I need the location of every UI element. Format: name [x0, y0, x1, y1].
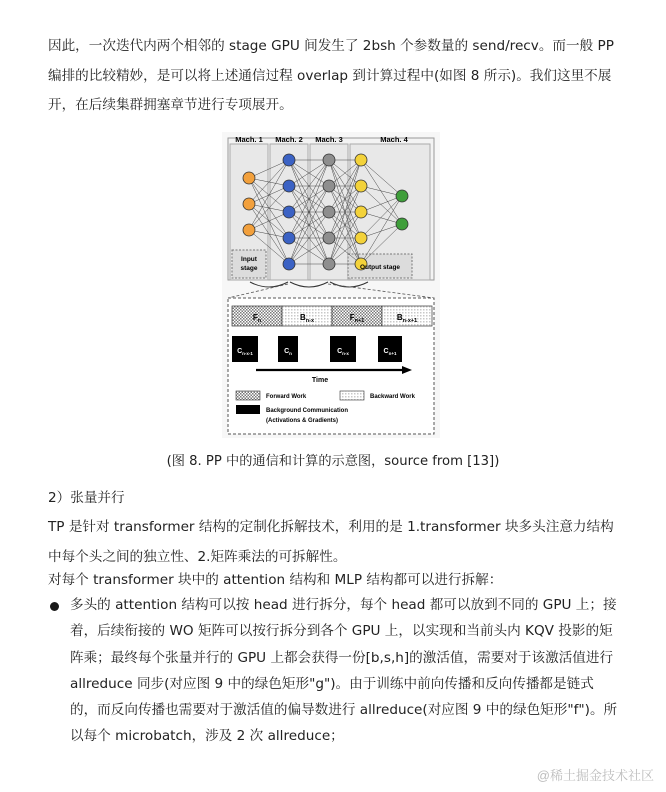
work-block-fn-sub: n — [257, 318, 262, 324]
work-block-bnx-sub: n-x — [305, 318, 315, 324]
legend-forward-label: Forward Work — [266, 394, 307, 400]
work-block-fn1-sub: n+1 — [354, 318, 365, 324]
comm-block-1-sub: n-x-1 — [242, 351, 253, 356]
input-stage-label-2: stage — [240, 265, 258, 272]
comm-block-1-label: C — [237, 348, 243, 355]
input-stage-label-1: Input — [241, 256, 257, 263]
network-node-l2-1 — [283, 154, 295, 166]
machine-label-3: Mach. 3 — [315, 135, 343, 144]
network-node-l4-3 — [355, 206, 367, 218]
comm-block-3-sub: n-x — [342, 351, 349, 356]
work-block-fn-label: F — [252, 313, 258, 322]
time-label: Time — [311, 377, 329, 384]
output-stage-label: Output stage — [359, 264, 401, 271]
bullet-dot-icon — [50, 602, 59, 611]
pp-diagram — [222, 132, 440, 438]
legend-comm-label-2: (Activations & Gradients) — [266, 418, 339, 424]
figure-caption: (图 8. PP 中的通信和计算的示意图，source from [13]) — [166, 454, 500, 469]
input-stage-box — [232, 250, 266, 278]
network-node-l3-3 — [323, 206, 335, 218]
network-node-l2-2 — [283, 180, 295, 192]
network-node-l2-4 — [283, 232, 295, 244]
work-block-bnx1-sub: n-x+1 — [402, 318, 418, 324]
network-node-l4-1 — [355, 154, 367, 166]
legend-backward-swatch — [340, 391, 364, 400]
network-node-l3-2 — [323, 180, 335, 192]
network-node-l2-5 — [283, 258, 295, 270]
network-node-l1-1 — [243, 172, 255, 184]
comm-block-4-sub: n+1 — [388, 351, 397, 356]
tp-definition-paragraph: TP 是针对 transformer 结构的定制化拆解技术，利用的是 1.transformer 块多头注意力结构中每个头之间的独立性、2.矩阵乘法的可拆解性。 — [48, 519, 614, 565]
network-node-l4-2 — [355, 180, 367, 192]
work-block-bnx-label: B — [299, 313, 306, 322]
comm-block-1 — [232, 336, 258, 362]
network-node-l5-2 — [396, 218, 408, 230]
comm-block-2-label: C — [284, 348, 290, 355]
legend-backward-label: Backward Work — [370, 394, 415, 400]
legend-comm-label-1: Background Communication — [266, 408, 349, 414]
comm-block-3-label: C — [337, 348, 343, 355]
network-node-l1-2 — [243, 198, 255, 210]
machine-label-2: Mach. 2 — [275, 135, 303, 144]
comm-block-4 — [378, 336, 402, 362]
comm-block-4-label: C — [383, 348, 389, 355]
intro-paragraph: 因此，一次迭代内两个相邻的 stage GPU 间发生了 2bsh 个参数量的 send/recv。而一般 PP 编排的比较精妙，是可以将上述通信过程 overlap 到计算过程中(如图 8 所示)。我们这里不展开，在后续集群拥塞章节进行专项展开。 — [48, 38, 614, 113]
network-node-l3-1 — [323, 154, 335, 166]
network-panel — [228, 135, 434, 280]
bullet-text: 多头的 attention 结构可以按 head 进行拆分，每个 head 都可以放到不同的 GPU 上；接着，后续衔接的 WO 矩阵可以按行拆分到各个 GPU 上，以实现和当前头内 KQV 投影的矩阵乘；最终每个张量并行的 GPU 上都会获得一份[b,s,h]的激活值，需要对于该激活值进行 allreduce 同步(对应图 9 中的绿色矩形"g")。由于训练中前向传播和反向传播都是链式的，而反向传播也需要对于激活值的偏导数进行 allreduce(对应图 9 中的绿色矩形"f")。所以每个 microbatch，涉及 2 次 allreduce； — [70, 597, 618, 745]
legend-comm-swatch — [236, 405, 260, 414]
work-block-bnx1-label: B — [396, 313, 403, 322]
machine-label-4: Mach. 4 — [380, 135, 408, 144]
network-node-l1-3 — [243, 224, 255, 236]
site-watermark: @稀土掘金技术社区 — [536, 768, 654, 783]
work-block-fn1-label: F — [349, 313, 355, 322]
network-node-l3-4 — [323, 232, 335, 244]
tp-split-paragraph: 对每个 transformer 块中的 attention 结构和 MLP 结构都可以进行拆解： — [48, 572, 503, 588]
network-node-l4-4 — [355, 232, 367, 244]
pp-figure — [222, 132, 440, 438]
comm-block-2-sub: n — [289, 351, 292, 356]
network-node-l2-3 — [283, 206, 295, 218]
legend-forward-swatch — [236, 391, 260, 400]
machine-label-1: Mach. 1 — [235, 135, 263, 144]
network-node-l3-5 — [323, 258, 335, 270]
comm-block-3 — [330, 336, 356, 362]
network-node-l5-1 — [396, 190, 408, 202]
section-heading: 2）张量并行 — [48, 490, 125, 506]
